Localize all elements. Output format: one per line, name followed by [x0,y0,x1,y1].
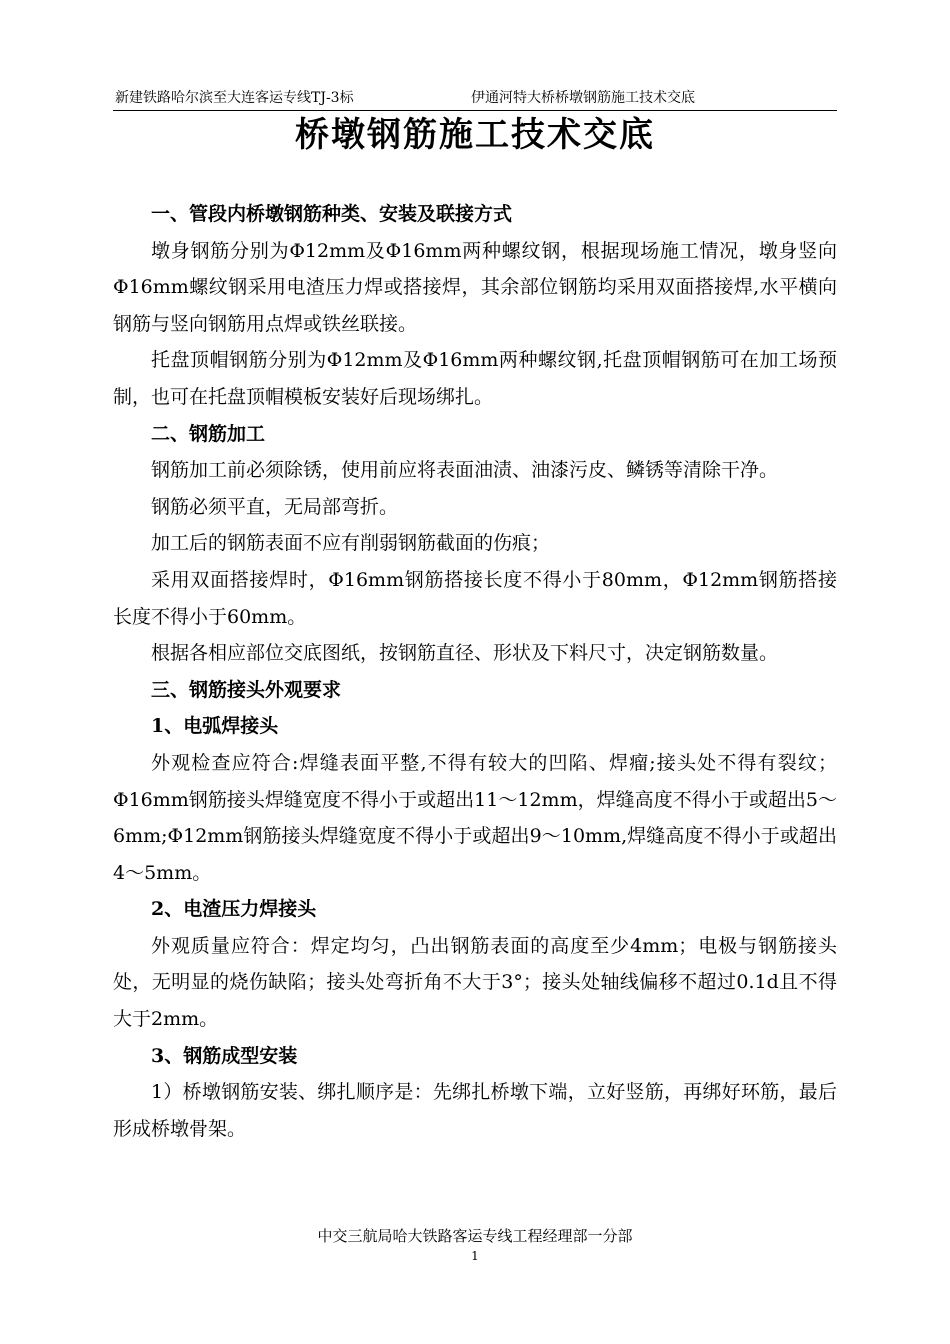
section-3-1-heading: 1、电弧焊接头 [151,715,279,738]
section-3-heading: 三、钢筋接头外观要求 [151,678,342,701]
header-document-name: 伊通河特大桥桥墩钢筋施工技术交底 [471,90,695,106]
page-number: 1 [471,1249,479,1263]
section-3-2-paragraph: 外观质量应符合：焊定均匀，凸出钢筋表面的高度至少4mm；电极与钢筋接头处，无明显的烧伤缺陷；接头处弯折角不大于3°；接头处轴线偏移不超过0.1d且不得大于2mm。 [113,934,837,1031]
section-2-heading: 二、钢筋加工 [151,422,266,445]
document-title: 桥墩钢筋施工技术交底 [295,115,655,155]
section-3-1-paragraph: 外观检查应符合:焊缝表面平整,不得有较大的凹陷、焊瘤;接头处不得有裂纹；Φ16mm钢筋接头焊缝宽度不得小于或超出11～12mm，焊缝高度不得小于或超出5～6mm;Φ12mm钢筋接头焊缝宽度不得小于或超出9～10mm,焊缝高度不得小于或超出4～5mm。 [113,751,837,884]
section-2-paragraph-4: 采用双面搭接焊时，Φ16mm钢筋搭接长度不得小于80mm，Φ12mm钢筋搭接长度不得小于60mm。 [113,568,837,628]
section-2-paragraph-2: 钢筋必须平直，无局部弯折。 [151,495,399,518]
section-2-paragraph-5: 根据各相应部位交底图纸，按钢筋直径、形状及下料尺寸，决定钢筋数量。 [151,642,779,665]
document-body [113,196,837,1147]
header-project-name: 新建铁路哈尔滨至大连客运专线TJ-3标 [115,90,354,106]
section-1-heading: 一、管段内桥墩钢筋种类、安装及联接方式 [151,203,513,225]
section-2-paragraph-3: 加工后的钢筋表面不应有削弱钢筋截面的伤痕； [151,532,551,555]
section-1-paragraph-2: 托盘顶帽钢筋分别为Φ12mm及Φ16mm两种螺纹钢,托盘顶帽钢筋可在加工场预制，也可在托盘顶帽模板安装好后现场绑扎。 [113,349,837,408]
page-header [113,88,837,111]
section-3-3-paragraph: 1）桥墩钢筋安装、绑扎顺序是：先绑扎桥墩下端，立好竖筋，再绑好环筋，最后形成桥墩骨架。 [113,1081,837,1140]
section-1-paragraph-1: 墩身钢筋分别为Φ12mm及Φ16mm两种螺纹钢，根据现场施工情况，墩身竖向Φ16mm螺纹钢采用电渣压力焊或搭接焊，其余部位钢筋均采用双面搭接焊,水平横向钢筋与竖向钢筋用点焊或铁丝联接。 [113,239,837,335]
section-3-2-heading: 2、电渣压力焊接头 [151,898,317,921]
page-footer: 中交三航局哈大铁路客运专线工程经理部一分部 [317,1227,633,1245]
section-3-3-heading: 3、钢筋成型安装 [151,1044,298,1067]
section-2-paragraph-1: 钢筋加工前必须除锈，使用前应将表面油渍、油漆污皮、鳞锈等清除干净。 [151,459,779,482]
